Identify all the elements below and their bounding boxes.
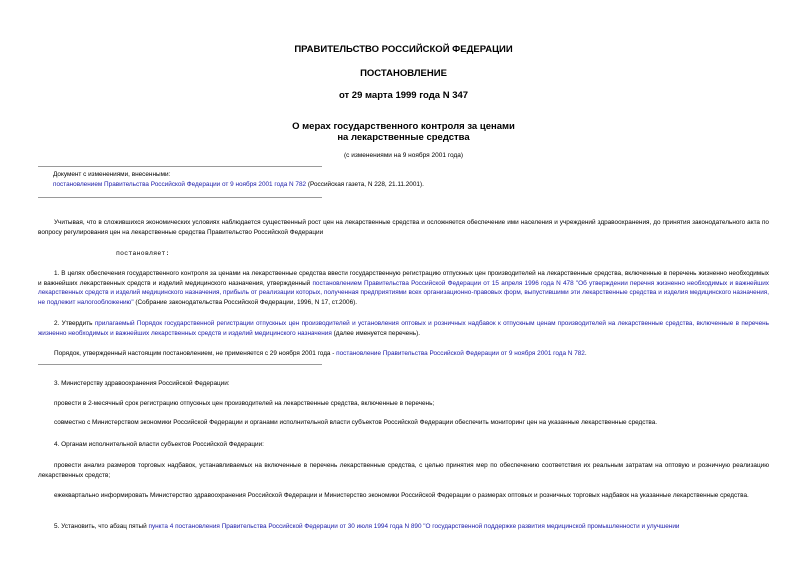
changes-note: (с изменениями на 9 ноября 2001 года) bbox=[343, 152, 464, 159]
paragraph-3b: совместно с Министерством экономики Российской Федерации и органами исполнительной власти субъектов Российской Федерации обеспечить мониторинг цен на указанные лекарственные средства. bbox=[54, 419, 658, 426]
government-heading: ПРАВИТЕЛЬСТВО РОССИЙСКОЙ ФЕДЕРАЦИИ bbox=[294, 44, 513, 55]
procedure-link[interactable]: прилагаемый Порядок государственной регистрации отпускных цен производителей и установления оптовых и розничных надбавок к отпускным ценам производителей на лекарственные средства, включенные в перечень жизненно необходимых и важнейших лекарственных средств и изделий медицинского назначения bbox=[38, 320, 769, 337]
divider-top bbox=[38, 166, 322, 167]
document-title bbox=[0, 121, 807, 143]
decree-word: постановляет: bbox=[116, 250, 170, 257]
decree-890-link[interactable]: пункта 4 постановления Правительства Российской Федерации от 30 июля 1994 года N 890 "О государственной поддержке развития медицинской промышленности и улучшении bbox=[148, 523, 680, 530]
decree-782-link[interactable]: постановление Правительства Российской Федерации от 9 ноября 2001 года N 782 bbox=[336, 350, 585, 357]
decree-478-link[interactable]: постановлением Правительства Российской Федерации от 15 апреля 1996 года N 478 "Об утверждении перечня жизненно необходимых и важнейших лекарственных средств и изделий медицинского назначения, прибыль от реализации которых, полученная предприятиями всех организационно-правовых форм, выпустившими эти лекарственные средства и изделия медицинского назначения, не подлежит налогообложению" bbox=[38, 279, 769, 306]
paragraph-5: 5. Установить, что абзац пятый пункта 4 постановления Правительства Российской Федерации от 30 июля 1994 года N 890 "О государственной поддержке развития медицинской промышленности и улучшении bbox=[54, 523, 680, 530]
divider-note bbox=[38, 364, 322, 365]
paragraph-4: 4. Органам исполнительной власти субъектов Российской Федерации: bbox=[54, 441, 264, 448]
amendment-source: (Российская газета, N 228, 21.11.2001). bbox=[306, 180, 424, 188]
paragraph-1: 1. В целях обеспечения государственного контроля за ценами на лекарственные средства ввести государственную регистрацию отпускных цен производителей на лекарственные средства, включенные в перечень жизненно необходимых и важнейших лекарственных средств и изделий медицинского назначения, утвержденный постановлением Правительства Российской Федерации от 15 апреля 1996 года N 478 "Об утверждении перечня жизненно необходимых и важнейших лекарственных средств и изделий медицинского назначения, прибыль от реализации которых, полученная предприятиями всех организационно-правовых форм, выпустившими эти лекарственные средства и изделия медицинского назначения, не подлежит налогообложению" (Собрание законодательства Российской Федерации, 1996, N 17, ст.2006). bbox=[38, 270, 769, 306]
amendments-line bbox=[53, 180, 769, 190]
amendment-link[interactable]: постановлением Правительства Российской Федерации от 9 ноября 2001 года N 782 bbox=[53, 180, 307, 188]
paragraph-2-note: Порядок, утвержденный настоящим постановлением, не применяется с 29 ноября 2001 года - постановление Правительства Российской Федерации от 9 ноября 2001 года N 782. bbox=[54, 350, 587, 357]
preamble-paragraph: Учитывая, что в сложившихся экономических условиях наблюдается существенный рост цен на лекарственные средства и осложняется обеспечение ими населения и учреждений здравоохранения, до принятия законодательного акта по вопросу регулирования цен на лекарственные средства Правительство Российской Федерации bbox=[38, 219, 769, 236]
amendments-block bbox=[53, 170, 769, 189]
paragraph-3: 3. Министерству здравоохранения Российской Федерации: bbox=[54, 380, 230, 387]
title-line-1: О мерах государственного контроля за ценами bbox=[292, 121, 515, 132]
date-number-heading: от 29 марта 1999 года N 347 bbox=[338, 90, 469, 101]
document-type-heading: ПОСТАНОВЛЕНИЕ bbox=[360, 68, 447, 79]
amendments-intro: Документ с изменениями, внесенными: bbox=[53, 171, 171, 178]
paragraph-3a: провести в 2-месячный срок регистрацию отпускных цен производителей на лекарственные средства, включенные в перечень; bbox=[54, 400, 435, 407]
paragraph-2: 2. Утвердить прилагаемый Порядок государственной регистрации отпускных цен производителей и установления оптовых и розничных надбавок к отпускным ценам производителей на лекарственные средства, включенные в перечень жизненно необходимых и важнейших лекарственных средств и изделий медицинского назначения (далее именуется перечень). bbox=[38, 320, 769, 337]
divider-bottom bbox=[38, 197, 322, 198]
title-line-2: на лекарственные средства bbox=[337, 132, 470, 143]
paragraph-4a: провести анализ размеров торговых надбавок, устанавливаемых на включенные в перечень лекарственные средства, с целью принятия мер по обеспечению соответствия их реальным затратам на оптовую и розничную реализацию лекарственных средств; bbox=[38, 462, 769, 479]
paragraph-4b: ежеквартально информировать Министерство здравоохранения Российской Федерации и Министерство экономики Российской Федерации о размерах оптовых и розничных торговых надбавок на указанные лекарственные средства. bbox=[54, 492, 749, 499]
